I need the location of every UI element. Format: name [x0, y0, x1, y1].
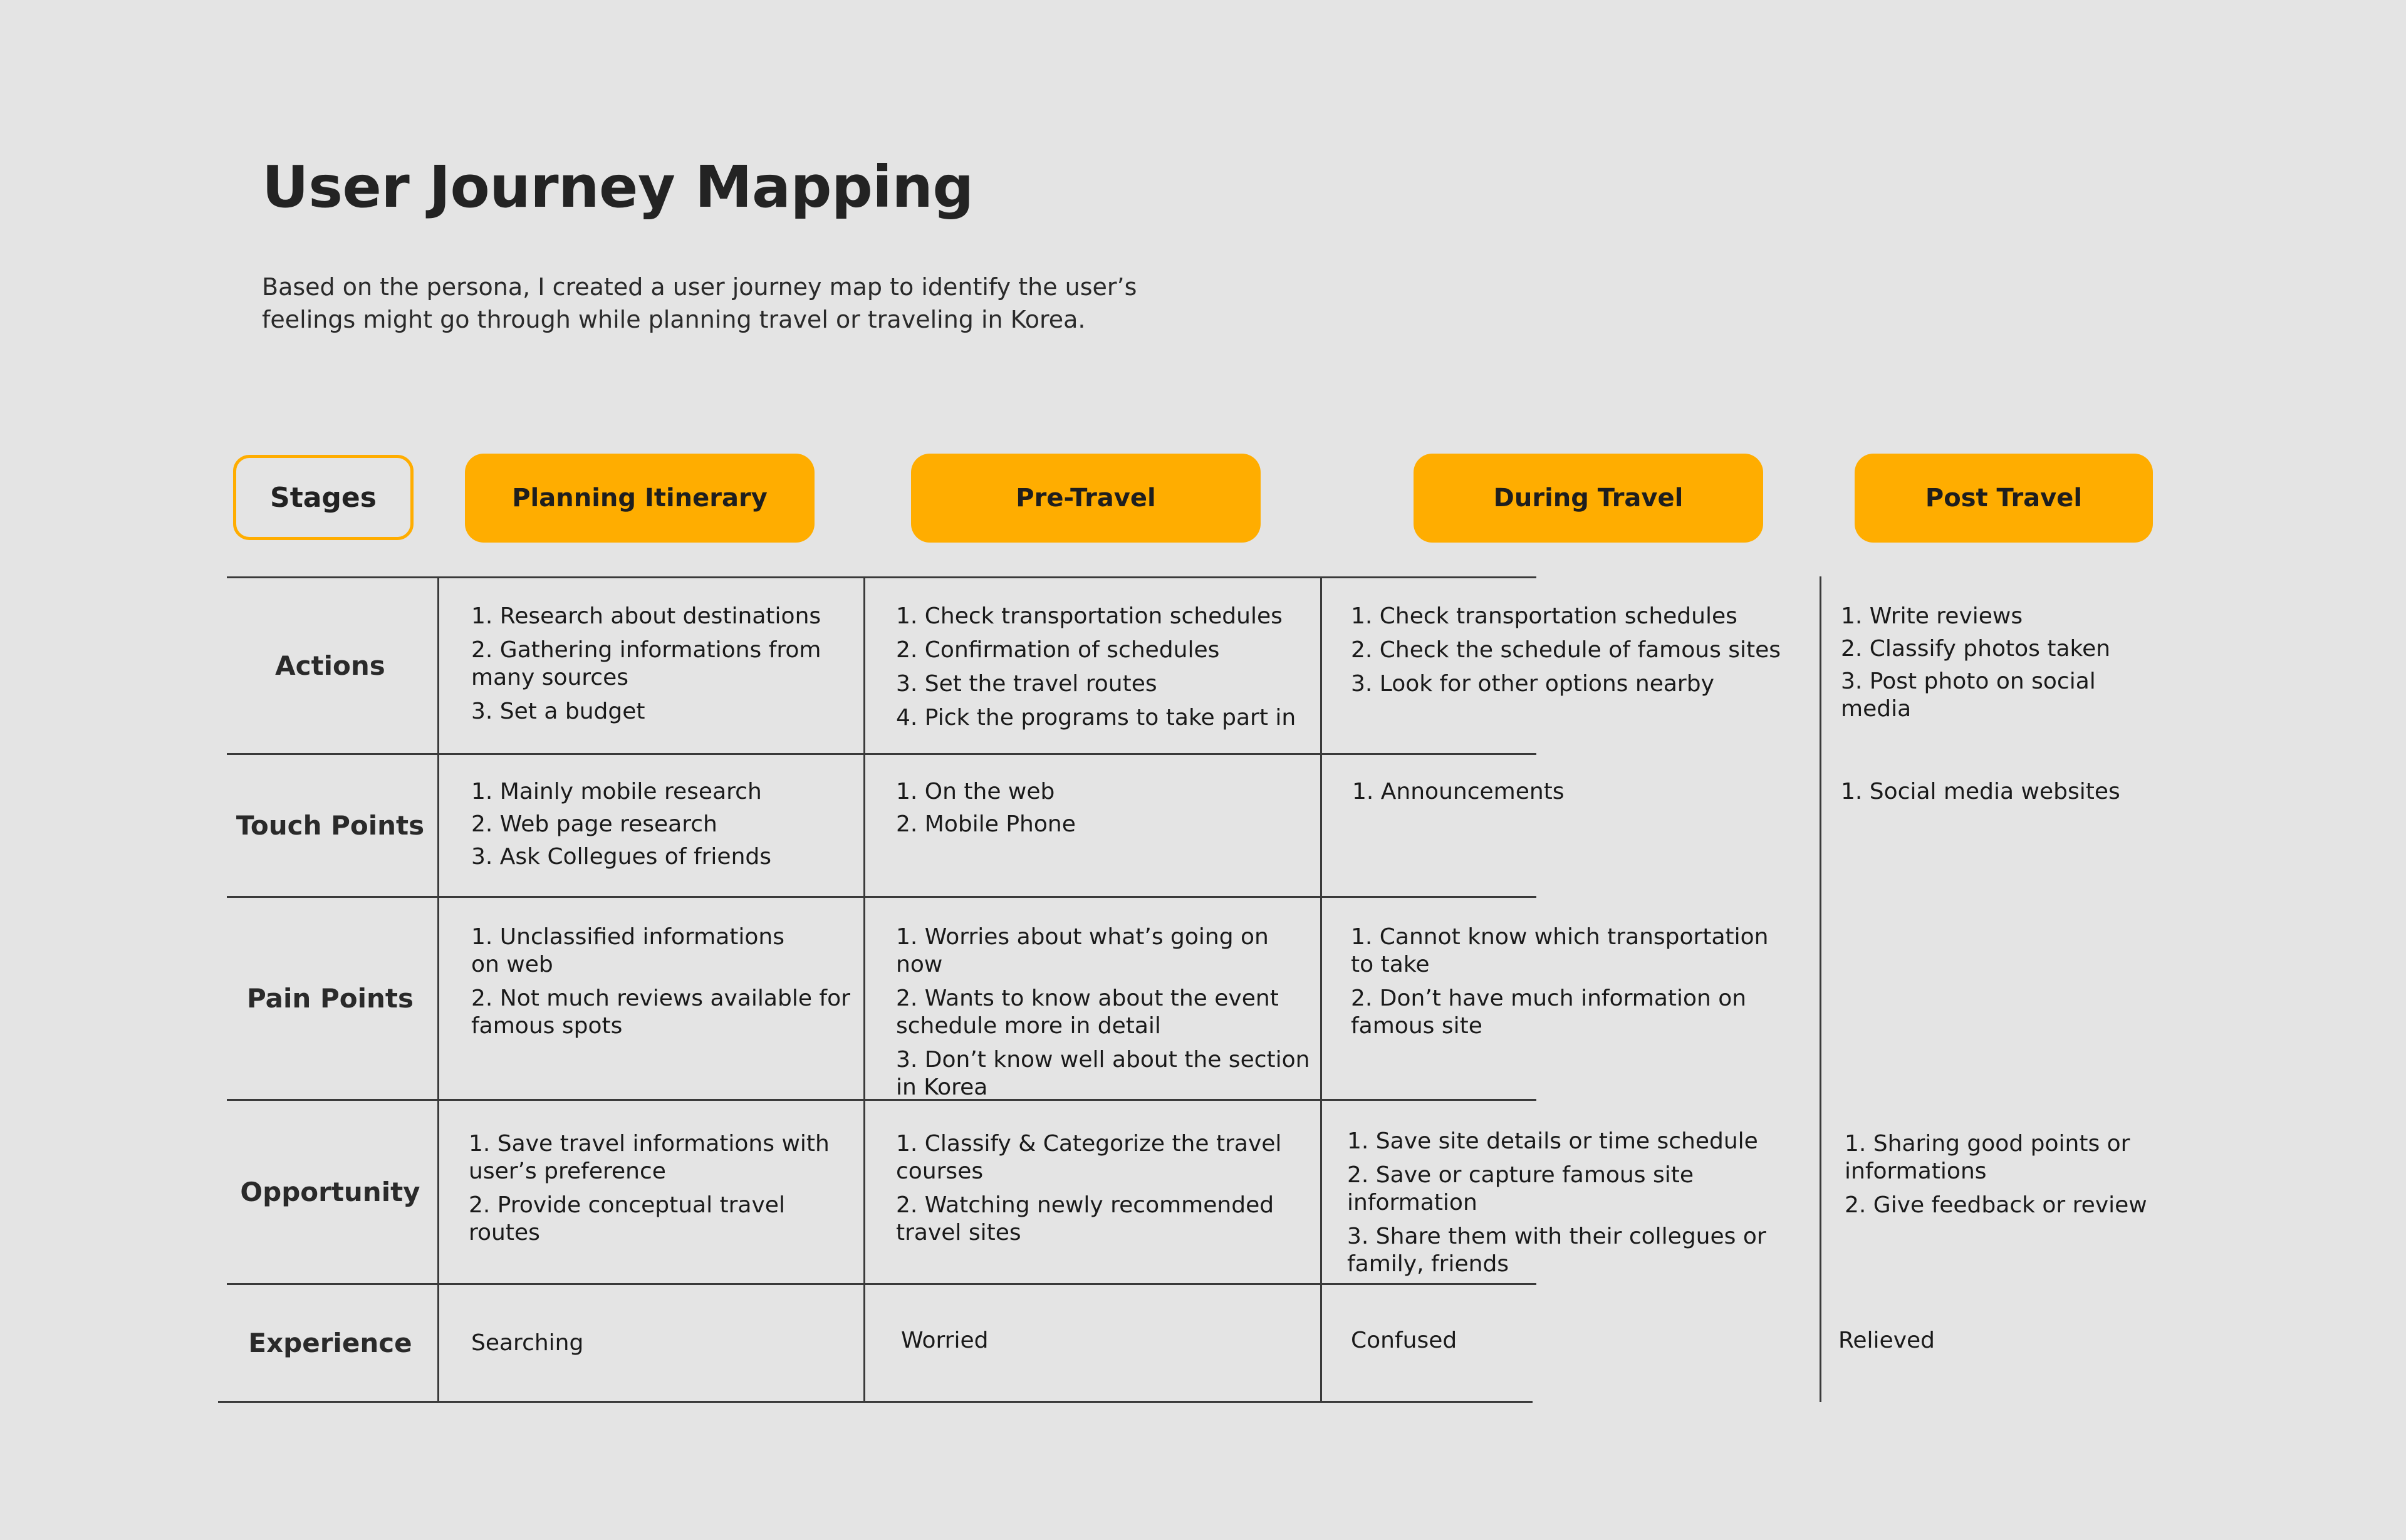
row-label-touch-points: Touch Points	[236, 809, 425, 841]
list-item: 2. Save or capture famous site information	[1347, 1162, 1694, 1215]
list-item: 2. Watching newly recommended travel sites	[896, 1192, 1274, 1246]
page-description: Based on the persona, I created a user journey map to identify the user’s feelings might go through while planning travel or traveling in Korea.	[262, 273, 1137, 333]
row-label-actions: Actions	[275, 650, 385, 681]
list-item: 2. Provide conceptual travel routes	[469, 1192, 785, 1246]
list-item: 1. Check transportation schedules	[1351, 603, 1737, 629]
column-divider	[1820, 576, 1821, 1402]
list-item: 2. Classify photos taken	[1841, 636, 2111, 662]
list-item: 3. Don’t know well about the section in Korea	[896, 1047, 1310, 1100]
stage-post-travel: Post Travel	[1855, 454, 2153, 543]
list-item: 2. Gathering informations from many sources	[471, 637, 821, 690]
list-item: 1. Announcements	[1352, 779, 1565, 804]
list-item: 1. Mainly mobile research	[471, 779, 762, 804]
list-item: 2. Mobile Phone	[896, 811, 1076, 837]
cell-touch-points-post-travel	[1841, 778, 2167, 812]
cell-opportunity-post-travel	[1845, 1130, 2158, 1225]
row-label-opportunity: Opportunity	[240, 1176, 420, 1207]
cell-actions-planning	[471, 603, 860, 732]
cell-pain-points-during-travel	[1351, 923, 1817, 1046]
list-item: 2. Give feedback or review	[1845, 1192, 2147, 1218]
list-item: 3. Look for other options nearby	[1351, 671, 1714, 697]
table-divider	[218, 1401, 1533, 1403]
cell-touch-points-pre-travel	[896, 778, 1316, 843]
page-title: User Journey Mapping	[262, 153, 974, 221]
list-item: 1. Save site details or time schedule	[1347, 1128, 1758, 1154]
list-item: 2. Don’t have much information on famous site	[1351, 986, 1747, 1039]
cell-experience-post-travel	[1838, 1327, 2152, 1361]
cell-actions-pre-travel	[896, 603, 1316, 738]
list-item: 1. Write reviews	[1841, 603, 2023, 629]
list-item: 1. Check transportation schedules	[896, 603, 1283, 629]
column-divider	[437, 576, 439, 1402]
experience-value: Searching	[471, 1330, 584, 1356]
cell-pain-points-planning	[471, 923, 860, 1046]
column-divider	[863, 576, 865, 1402]
cell-touch-points-planning	[471, 778, 860, 876]
row-label-pain-points: Pain Points	[247, 982, 414, 1014]
stage-planning-itinerary: Planning Itinerary	[465, 454, 815, 543]
cell-actions-post-travel	[1841, 603, 2167, 728]
cell-opportunity-planning	[469, 1130, 860, 1253]
list-item: 3. Set a budget	[471, 699, 645, 724]
cell-opportunity-pre-travel	[896, 1130, 1316, 1253]
list-item: 2. Not much reviews available for famous spots	[471, 986, 850, 1039]
list-item: 2. Check the schedule of famous sites	[1351, 637, 1781, 663]
list-item: 1. Cannot know which transportation to take	[1351, 924, 1769, 977]
experience-value: Confused	[1351, 1328, 1457, 1353]
list-item: 4. Pick the programs to take part in	[896, 705, 1296, 731]
cell-experience-during-travel	[1351, 1327, 1727, 1361]
list-item: 1. On the web	[896, 779, 1055, 804]
list-item: 1. Unclassified informations on web	[471, 924, 784, 977]
stage-pre-travel: Pre-Travel	[911, 454, 1261, 543]
column-divider	[1320, 576, 1322, 1402]
stages-label: Stages	[233, 455, 414, 540]
cell-opportunity-during-travel	[1347, 1128, 1818, 1284]
list-item: 2. Confirmation of schedules	[896, 637, 1220, 663]
row-label-experience: Experience	[248, 1327, 412, 1358]
cell-experience-planning	[471, 1329, 847, 1363]
list-item: 1. Sharing good points or informations	[1845, 1131, 2130, 1184]
stage-during-travel: During Travel	[1414, 454, 1763, 543]
list-item: 3. Set the travel routes	[896, 671, 1157, 697]
list-item: 1. Worries about what’s going on now	[896, 924, 1269, 977]
list-item: 1. Classify & Categorize the travel courses	[896, 1131, 1282, 1184]
list-item: 3. Share them with their collegues or family, friends	[1347, 1224, 1766, 1277]
cell-actions-during-travel	[1351, 603, 1817, 704]
list-item: 3. Post photo on social media	[1841, 669, 2096, 722]
list-item: 2. Wants to know about the event schedule more in detail	[896, 986, 1279, 1039]
list-item: 3. Ask Collegues of friends	[471, 844, 771, 870]
list-item: 1. Research about destinations	[471, 603, 821, 629]
cell-pain-points-pre-travel	[896, 923, 1316, 1108]
list-item: 1. Save travel informations with user’s preference	[469, 1131, 830, 1184]
experience-value: Worried	[901, 1328, 989, 1353]
cell-touch-points-during-travel	[1352, 778, 1816, 812]
list-item: 2. Web page research	[471, 811, 717, 837]
experience-value: Relieved	[1838, 1328, 1935, 1353]
cell-experience-pre-travel	[901, 1327, 1277, 1361]
list-item: 1. Social media websites	[1841, 779, 2120, 804]
